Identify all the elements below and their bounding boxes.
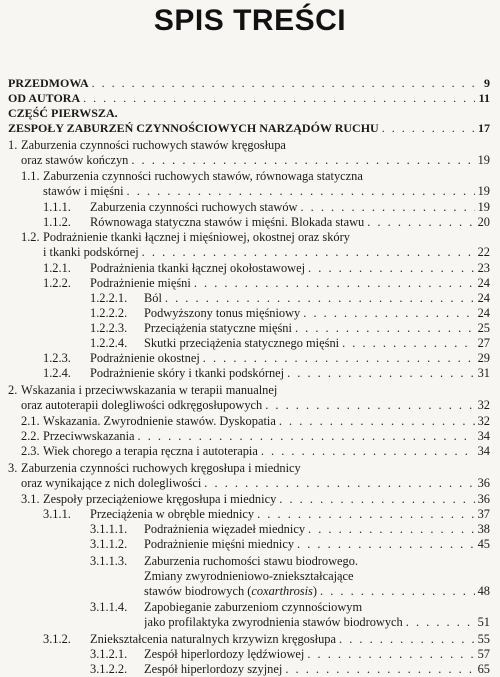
dot-leader [367, 215, 474, 229]
toc-entry [0, 76, 500, 90]
page-number: 22 [477, 245, 490, 259]
page-number: 36 [477, 476, 490, 490]
toc-entry [0, 306, 500, 320]
page-number: 37 [477, 507, 490, 521]
toc-entry [0, 414, 500, 428]
toc-entry [0, 215, 500, 229]
section-number: 3.1.1.3. [90, 554, 128, 568]
page-number: 51 [477, 615, 490, 629]
dot-leader [131, 153, 474, 167]
section-number: 3.1.1.2. [90, 537, 128, 551]
section-number: 2.3. [21, 444, 40, 458]
page-number: 24 [477, 291, 490, 305]
dot-leader [295, 321, 475, 335]
toc-entry [0, 366, 500, 380]
entry-title: Zaburzenia czynności ruchowych stawów kręgosłupa [21, 138, 286, 152]
section-number: 1.2.2.3. [90, 321, 128, 335]
toc-entry [0, 200, 500, 214]
entry-title: Podrażnienie mięśni miednicy [144, 537, 295, 551]
page-number: 31 [477, 366, 490, 380]
entry-title: Podrażnienie skóry i tkanki podskórnej [90, 366, 285, 380]
toc-entry [0, 662, 500, 676]
entry-title: Zespół hiperlordozy szyjnej [144, 662, 283, 676]
entry-title-continued: i tkanki podskórnej [43, 245, 139, 259]
section-number: 1.1.2. [43, 215, 71, 229]
dot-leader [92, 76, 475, 90]
toc-entry [0, 461, 500, 491]
toc-entry [0, 554, 500, 598]
toc-entry [0, 600, 500, 630]
dot-leader [308, 261, 475, 275]
toc-entry [0, 291, 500, 305]
entry-title: Zapobieganie zaburzeniom czynnościowym [144, 600, 363, 614]
entry-title: Zaburzenia czynności ruchowych stawów, równowaga statyczna [43, 169, 363, 183]
toc-entry [0, 121, 500, 135]
dot-leader [297, 537, 475, 551]
entry-title: Przeciążenia statyczne mięśni [144, 321, 292, 335]
page-number: 9 [484, 76, 490, 90]
toc-entry [0, 647, 500, 661]
entry-title-continued: oraz autoterapii dolegliwości odkręgosłupowych [21, 398, 263, 412]
entry-title: Wiek chorego a terapia ręczna i autoterapia [43, 444, 258, 458]
dot-leader [194, 276, 475, 290]
entry-title: OD AUTORA [8, 91, 81, 105]
entry-title: Przeciwwskazania [43, 429, 135, 443]
toc-entry [0, 321, 500, 335]
entry-title: Podrażnienie tkanki łącznej i mięśniowej, okostnej oraz skóry [43, 230, 350, 244]
section-number: 1.2.3. [43, 351, 71, 365]
dot-leader [203, 351, 475, 365]
dot-leader [204, 476, 474, 490]
section-number: 1.1.1. [43, 200, 71, 214]
toc-entry [0, 522, 500, 536]
entry-title: Przeciążenia w obręble miednicy [90, 507, 255, 521]
dot-leader [142, 245, 475, 259]
toc-entry [0, 261, 500, 275]
dot-leader [307, 647, 474, 661]
section-number: 1.2.2.2. [90, 306, 128, 320]
dot-leader [165, 291, 475, 305]
section-number: 2. [8, 383, 18, 397]
dot-leader [279, 414, 475, 428]
page-number: 34 [477, 444, 490, 458]
page-number: 11 [478, 91, 490, 105]
entry-title-continued [144, 584, 317, 598]
entry-title: Podrażnienia tkanki łącznej okołostawowej [90, 261, 306, 275]
page-number: 29 [477, 351, 490, 365]
page-number: 24 [477, 276, 490, 290]
entry-title: Podwyższony tonus mięśniowy [144, 306, 301, 320]
entry-title-continued: stawów i mięśni [43, 184, 124, 198]
toc-entry [0, 537, 500, 551]
toc-entry [0, 276, 500, 290]
entry-title: Zaburzenia czynności ruchowych kręgosłupa i miednicy [21, 461, 301, 475]
dot-leader [342, 336, 475, 350]
dot-leader [265, 398, 474, 412]
page-number: 19 [477, 153, 490, 167]
page-number: 57 [477, 647, 490, 661]
entry-title: Zaburzenia ruchomości stawu biodrowego. [144, 554, 359, 568]
page-number: 32 [477, 414, 490, 428]
dot-leader [339, 632, 475, 646]
toc-entry [0, 429, 500, 443]
toc-entry [0, 492, 500, 506]
section-number: 2.2. [21, 429, 40, 443]
entry-title-continued: Zmiany zwyrodnieniowo-zniekształcające [144, 569, 354, 583]
entry-title: Zespół hiperlordozy lędźwiowej [144, 647, 305, 661]
page-number: 38 [477, 522, 490, 536]
page-number: 24 [477, 306, 490, 320]
section-number: 3.1.1.4. [90, 600, 128, 614]
section-number: 3.1.2. [43, 632, 71, 646]
dot-leader [406, 615, 475, 629]
page-number: 25 [477, 321, 490, 335]
part-title: ZESPOŁY ZABURZEŃ CZYNNOŚCIOWYCH NARZĄDÓW RUCHU [8, 121, 379, 135]
entry-text: stawów biodrowych ( [144, 584, 252, 598]
page-number: 45 [477, 537, 490, 551]
entry-title-continued: oraz wynikające z nich dolegliwości [21, 476, 202, 490]
entry-title: Zaburzenia czynności ruchowych stawów [90, 200, 298, 214]
entry-title: Podrażnienia więzadeł miednicy [144, 522, 306, 536]
section-number: 1.2.2.4. [90, 336, 128, 350]
entry-title: Skutki przeciążenia statycznego mięśni [144, 336, 340, 350]
dot-leader [287, 366, 475, 380]
entry-title: Podrażnienie okostnej [90, 351, 200, 365]
latin-term: coxarthrosis [251, 584, 313, 598]
entry-title-continued: jako profilaktyka zwyrodnienia stawów biodrowych [144, 615, 403, 629]
section-number: 1.2.2.1. [90, 291, 128, 305]
toc-entry [0, 230, 500, 260]
page-number: 19 [477, 184, 490, 198]
entry-title: Wskazania i przeciwwskazania w terapii manualnej [21, 383, 278, 397]
section-number: 1. [8, 138, 18, 152]
entry-title-continued: oraz stawów kończyn [21, 153, 129, 167]
dot-leader [300, 200, 474, 214]
dot-leader [382, 121, 475, 135]
entry-title: Wskazania. Zwyrodnienie stawów. Dyskopatia [43, 414, 276, 428]
section-number: 3.1.2.2. [90, 662, 128, 676]
dot-leader [257, 507, 475, 521]
section-number: 2.1. [21, 414, 40, 428]
page-number: 34 [477, 429, 490, 443]
page-number: 36 [477, 492, 490, 506]
dot-leader [279, 492, 474, 506]
page-number: 19 [477, 200, 490, 214]
section-number: 1.2.2. [43, 276, 71, 290]
dot-leader [127, 184, 475, 198]
dot-leader [308, 522, 475, 536]
dot-leader [261, 444, 475, 458]
page-number: 23 [477, 261, 490, 275]
toc-entry [0, 169, 500, 199]
entry-title: Równowaga statyczna stawów i mięśni. Blokada stawu [90, 215, 365, 229]
toc-entry [0, 507, 500, 521]
page-title: SPIS TREŚCI [153, 4, 347, 37]
section-number: 3.1.2.1. [90, 647, 128, 661]
dot-leader [320, 584, 475, 598]
entry-title: Zniekształcenia naturalnych krzywizn kręgosłupa [90, 632, 336, 646]
section-number: 3. [8, 461, 18, 475]
entry-title: Podrażnienie mięśni [90, 276, 191, 290]
page-number: 27 [477, 336, 490, 350]
entry-title: Ból [144, 291, 162, 305]
toc-entry [0, 383, 500, 413]
page-number: 20 [477, 215, 490, 229]
toc-entry [0, 91, 500, 105]
page-number: 17 [478, 121, 490, 135]
section-number: 1.2.1. [43, 261, 71, 275]
toc-entry [0, 444, 500, 458]
page-number: 55 [477, 632, 490, 646]
section-number: 1.2.4. [43, 366, 71, 380]
toc-entry [0, 106, 500, 120]
page-number: 32 [477, 398, 490, 412]
section-number: 1.2. [21, 230, 40, 244]
dot-leader [285, 662, 474, 676]
entry-title: PRZEDMOWA [8, 76, 89, 90]
page-number: 48 [477, 584, 490, 598]
toc-entry [0, 351, 500, 365]
entry-title: Zespoły przeciążeniowe kręgosłupa i miednicy [43, 492, 277, 506]
part-heading: CZĘŚĆ PIERWSZA. [8, 106, 118, 120]
toc-entry [0, 336, 500, 350]
section-number: 3.1.1. [43, 507, 71, 521]
dot-leader [303, 306, 474, 320]
entry-text: ) [312, 584, 318, 598]
dot-leader [138, 429, 475, 443]
toc-entry [0, 138, 500, 168]
page-number: 65 [477, 662, 490, 676]
section-number: 3.1.1.1. [90, 522, 128, 536]
section-number: 1.1. [21, 169, 40, 183]
section-number: 3.1. [21, 492, 40, 506]
toc-entry [0, 632, 500, 646]
dot-leader [83, 91, 475, 105]
